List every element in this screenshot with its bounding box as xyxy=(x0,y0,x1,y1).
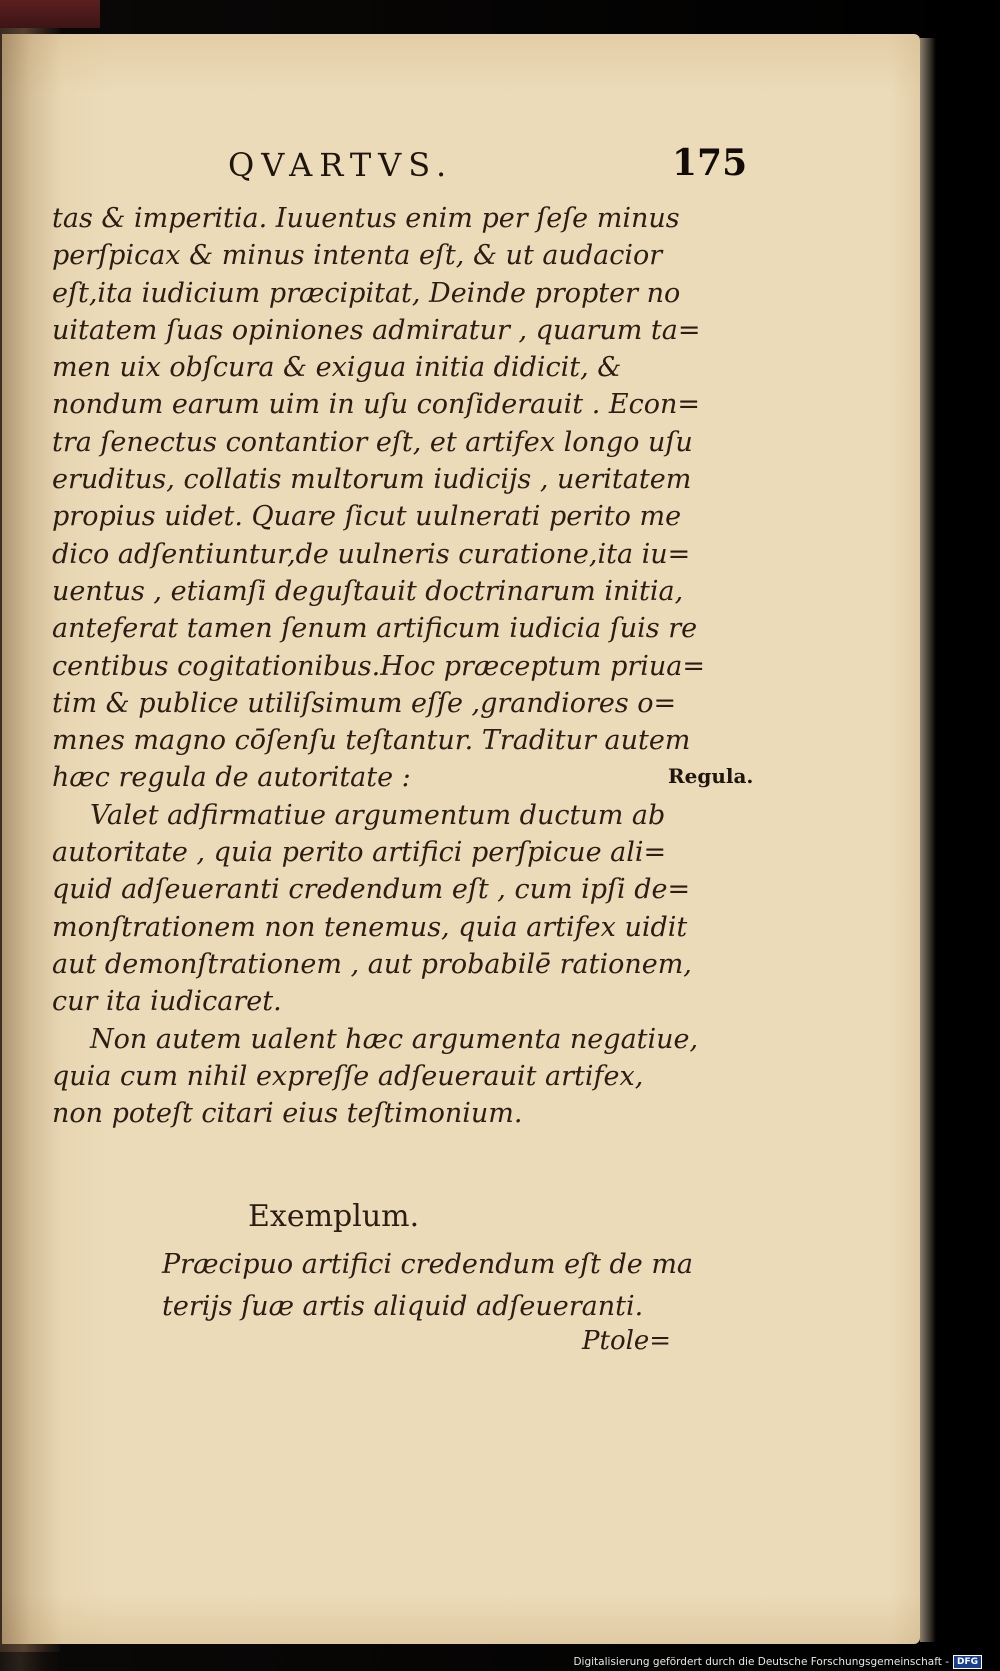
negative-line: quia cum nihil expreſſe adſeuerauit artifex, xyxy=(52,1060,644,1092)
text-line: centibus cogitationibus.Hoc præceptum priua= xyxy=(52,650,706,682)
footer-text: Digitalisierung gefördert durch die Deutsche Forschungsgemeinschaft - xyxy=(573,1656,949,1668)
text-line: perſpicax & minus intenta eſt, & ut audacior xyxy=(52,240,663,272)
rule-line: cur ita iudicaret. xyxy=(52,986,282,1018)
text-line: eruditus, collatis multorum iudicijs , ueritatem xyxy=(52,464,692,496)
book-page xyxy=(2,34,920,1644)
negative-line: Non autem ualent hæc argumenta negatiue, xyxy=(90,1023,699,1055)
example-line: terijs ſuæ artis aliquid adſeueranti. xyxy=(162,1291,644,1322)
text-line: propius uidet. Quare ſicut uulnerati perito me xyxy=(52,501,682,533)
text-line: tim & publice utiliſsimum eſſe ,grandiores o= xyxy=(52,687,677,719)
rule-line: monſtrationem non tenemus, quia artifex uidit xyxy=(52,911,688,943)
footer-credit xyxy=(573,1655,982,1669)
text-line: hæc regula de autoritate : xyxy=(52,762,411,794)
page-number: 175 xyxy=(672,142,748,184)
rule-line: quid adſeueranti credendum eſt , cum ipſi de= xyxy=(52,874,691,906)
text-line: nondum earum uim in uſu conſiderauit . Econ= xyxy=(52,389,700,421)
main-paragraph xyxy=(52,200,706,1132)
text-line: men uix obſcura & exigua initia didicit, & xyxy=(52,352,622,384)
text-line: uitatem ſuas opiniones admiratur , quarum ta= xyxy=(52,314,701,346)
rule-line: aut demonſtrationem , aut probabilē rationem, xyxy=(52,948,692,980)
text-line: tra ſenectus contantior eſt, et artifex longo uſu xyxy=(52,426,693,458)
example-heading: Exemplum. xyxy=(248,1199,420,1234)
text-line: uentus , etiamſi deguſtauit doctrinarum initia, xyxy=(52,575,684,607)
dfg-logo-icon: DFG xyxy=(953,1655,982,1669)
text-line: mnes magno cōſenſu teſtantur. Traditur autem xyxy=(52,725,691,757)
text-line: tas & imperitia. Iuuentus enim per ſeſe minus xyxy=(52,203,680,234)
text-line: dico adſentiuntur,de uulneris curatione,ita iu= xyxy=(52,538,691,570)
text-line: anteferat tamen ſenum artificum iudicia ſuis re xyxy=(52,613,698,645)
page-edge xyxy=(920,38,936,1642)
rule-line: Valet adfirmatiue argumentum ductum ab xyxy=(90,799,666,831)
margin-note: Regula. xyxy=(668,764,754,788)
rule-line: autoritate , quia perito artifici perſpicue ali= xyxy=(52,837,667,869)
catchword: Ptole= xyxy=(582,1326,672,1356)
negative-line: non poteſt citari eius teſtimonium. xyxy=(52,1098,523,1130)
text-line: eſt,ita iudicium præcipitat, Deinde propter no xyxy=(52,277,681,309)
running-head: QVARTVS. xyxy=(228,146,454,184)
example-block xyxy=(162,1244,694,1328)
example-line: Præcipuo artifici credendum eſt de ma xyxy=(162,1249,694,1280)
spine-tab xyxy=(0,0,100,28)
